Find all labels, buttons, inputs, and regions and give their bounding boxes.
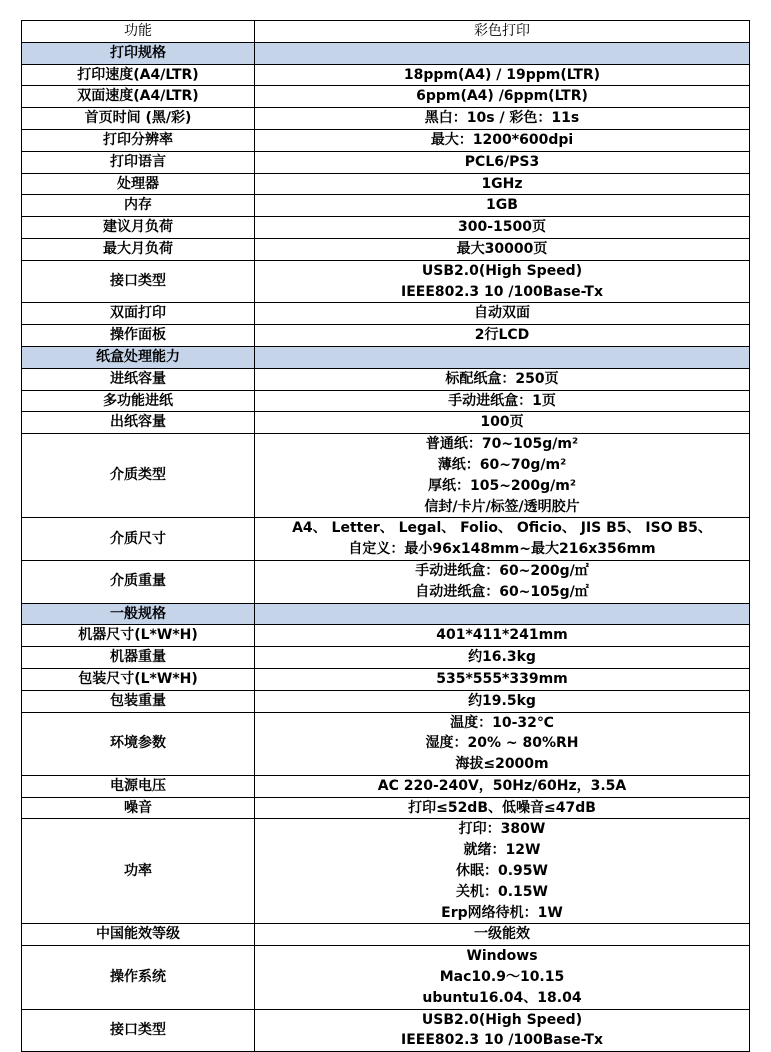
- spec-value-line: 自动进纸盒：60~105g/㎡: [415, 583, 589, 600]
- spec-label: 双面速度(A4/LTR): [22, 86, 255, 108]
- spec-value-line: 300-1500页: [458, 219, 546, 236]
- spec-row: [22, 412, 750, 434]
- spec-value-line: IEEE802.3 10 /100Base-Tx: [400, 1032, 604, 1049]
- spec-value: [255, 86, 750, 108]
- spec-row: [22, 775, 750, 797]
- spec-value-line: 1GHz: [481, 175, 523, 192]
- spec-value-line: 厚纸：105~200g/m²: [427, 477, 577, 494]
- spec-label: 出纸容量: [22, 412, 255, 434]
- spec-value-line: 黑白：10s / 彩色：11s: [424, 110, 580, 127]
- spec-value: [255, 238, 750, 260]
- spec-value: [255, 325, 750, 347]
- spec-label: 处理器: [22, 173, 255, 195]
- spec-value: [255, 173, 750, 195]
- spec-value: [255, 151, 750, 173]
- spec-value-line: 535*555*339mm: [436, 670, 568, 687]
- spec-row: [22, 108, 750, 130]
- spec-value: [255, 129, 750, 151]
- spec-label: 操作面板: [22, 325, 255, 347]
- spec-value: [255, 797, 750, 819]
- spec-value-line: 一级能效: [474, 926, 530, 943]
- section-row: [22, 42, 750, 64]
- section-blank: [255, 603, 750, 625]
- spec-value: [255, 412, 750, 434]
- spec-label: 包装重量: [22, 690, 255, 712]
- spec-value: [255, 690, 750, 712]
- spec-label: 噪音: [22, 797, 255, 819]
- spec-value-line: 18ppm(A4) / 19ppm(LTR): [403, 66, 601, 83]
- spec-value-line: 最大30000页: [456, 240, 548, 257]
- spec-value: [255, 64, 750, 86]
- spec-label: 双面打印: [22, 303, 255, 325]
- spec-value: [255, 775, 750, 797]
- section-row: [22, 346, 750, 368]
- spec-row: [22, 1009, 750, 1052]
- spec-value: [255, 260, 750, 303]
- spec-label: 包装尺寸(L*W*H): [22, 668, 255, 690]
- spec-value-line: 温度：10-32℃: [450, 714, 554, 731]
- spec-label: 打印分辨率: [22, 129, 255, 151]
- spec-label: 首页时间 (黑/彩): [22, 108, 255, 130]
- spec-value-line: 湿度：20% ~ 80%RH: [425, 735, 579, 752]
- spec-row: [22, 368, 750, 390]
- spec-value-line: 最大：1200*600dpi: [430, 131, 574, 148]
- spec-value-line: AC 220-240V，50Hz/60Hz，3.5A: [377, 777, 627, 794]
- spec-label: 介质尺寸: [22, 518, 255, 561]
- spec-row: [22, 712, 750, 775]
- spec-row: [22, 560, 750, 603]
- spec-body: [22, 21, 750, 1052]
- spec-value: [255, 217, 750, 239]
- spec-row: [22, 819, 750, 924]
- spec-row: [22, 668, 750, 690]
- spec-value: [255, 924, 750, 946]
- spec-label: 介质重量: [22, 560, 255, 603]
- spec-row: [22, 797, 750, 819]
- spec-value-line: 1GB: [486, 197, 518, 214]
- spec-row: [22, 690, 750, 712]
- spec-value: [255, 946, 750, 1009]
- spec-label: 打印语言: [22, 151, 255, 173]
- spec-row: [22, 647, 750, 669]
- spec-value: [255, 668, 750, 690]
- spec-value-line: 401*411*241mm: [436, 627, 568, 644]
- spec-value-line: 100页: [480, 414, 524, 431]
- spec-value-line: A4、 Letter、 Legal、 Folio、 Oficio、 JIS B5、 ISO B5、: [292, 520, 712, 537]
- spec-value: [255, 1009, 750, 1052]
- spec-row: [22, 434, 750, 518]
- spec-value-line: USB2.0(High Speed): [421, 1011, 583, 1028]
- spec-value-line: 信封/卡片/标签/透明胶片: [424, 498, 580, 515]
- spec-label: 环境参数: [22, 712, 255, 775]
- spec-label: 打印速度(A4/LTR): [22, 64, 255, 86]
- spec-label: 机器尺寸(L*W*H): [22, 625, 255, 647]
- section-title: 一般规格: [22, 603, 255, 625]
- spec-value: [255, 434, 750, 518]
- spec-label: 接口类型: [22, 1009, 255, 1052]
- spec-row: [22, 238, 750, 260]
- spec-value-line: 自定义：最小96x148mm~最大216x356mm: [348, 541, 656, 558]
- spec-value-line: 自动双面: [474, 305, 530, 322]
- spec-label: 介质类型: [22, 434, 255, 518]
- spec-label: 建议月负荷: [22, 217, 255, 239]
- spec-value: [255, 819, 750, 924]
- spec-row: [22, 151, 750, 173]
- spec-label: 最大月负荷: [22, 238, 255, 260]
- spec-value: [255, 518, 750, 561]
- spec-row: [22, 217, 750, 239]
- spec-row: [22, 625, 750, 647]
- spec-value: [255, 195, 750, 217]
- spec-value-line: 手动进纸盒：60~200g/㎡: [415, 562, 589, 579]
- spec-value-line: 标配纸盒：250页: [445, 370, 559, 387]
- spec-value-line: 手动进纸盒：1页: [448, 392, 556, 409]
- spec-table: [21, 20, 750, 1052]
- spec-value-line: 薄纸：60~70g/m²: [437, 456, 567, 473]
- header-row: [22, 21, 750, 43]
- spec-value-line: 关机：0.15W: [456, 883, 548, 900]
- spec-label: 进纸容量: [22, 368, 255, 390]
- spec-label: 功率: [22, 819, 255, 924]
- spec-value-line: 约16.3kg: [468, 649, 536, 666]
- spec-row: [22, 64, 750, 86]
- spec-value-line: 就绪：12W: [463, 842, 541, 859]
- spec-value: [255, 625, 750, 647]
- spec-value: [255, 712, 750, 775]
- spec-row: [22, 390, 750, 412]
- spec-value-line: USB2.0(High Speed): [421, 262, 583, 279]
- spec-label: 接口类型: [22, 260, 255, 303]
- spec-value: [255, 108, 750, 130]
- spec-row: [22, 924, 750, 946]
- spec-value: [255, 390, 750, 412]
- spec-row: [22, 325, 750, 347]
- section-blank: [255, 42, 750, 64]
- spec-value-line: PCL6/PS3: [464, 153, 540, 170]
- spec-value-line: IEEE802.3 10 /100Base-Tx: [400, 283, 604, 300]
- spec-row: [22, 518, 750, 561]
- spec-label: 操作系统: [22, 946, 255, 1009]
- spec-value-line: Mac10.9～10.15: [439, 969, 565, 986]
- header-feature: 功能: [22, 21, 255, 43]
- spec-value-line: 约19.5kg: [468, 692, 536, 709]
- spec-value-line: 休眠：0.95W: [456, 863, 548, 880]
- spec-value: [255, 560, 750, 603]
- spec-value: [255, 368, 750, 390]
- spec-label: 电源电压: [22, 775, 255, 797]
- section-row: [22, 603, 750, 625]
- spec-row: [22, 303, 750, 325]
- spec-row: [22, 129, 750, 151]
- spec-label: 机器重量: [22, 647, 255, 669]
- spec-value-line: 普通纸：70~105g/m²: [425, 436, 579, 453]
- spec-row: [22, 260, 750, 303]
- spec-value-line: 6ppm(A4) /6ppm(LTR): [416, 88, 588, 105]
- spec-row: [22, 173, 750, 195]
- spec-row: [22, 195, 750, 217]
- spec-label: 多功能进纸: [22, 390, 255, 412]
- spec-value: [255, 647, 750, 669]
- spec-row: [22, 946, 750, 1009]
- spec-label: 中国能效等级: [22, 924, 255, 946]
- spec-label: 内存: [22, 195, 255, 217]
- spec-value-line: Windows: [466, 948, 538, 965]
- spec-value-line: 打印≤52dB、低噪音≤47dB: [408, 799, 596, 816]
- spec-value-line: Erp网络待机：1W: [441, 904, 563, 921]
- section-blank: [255, 346, 750, 368]
- section-title: 打印规格: [22, 42, 255, 64]
- section-title: 纸盒处理能力: [22, 346, 255, 368]
- spec-value-line: 打印：380W: [458, 821, 546, 838]
- spec-value-line: 海拔≤2000m: [455, 756, 549, 773]
- spec-value-line: ubuntu16.04、18.04: [422, 989, 582, 1006]
- spec-value-line: 2行LCD: [474, 327, 530, 344]
- header-value: 彩色打印: [255, 21, 750, 43]
- spec-row: [22, 86, 750, 108]
- spec-value: [255, 303, 750, 325]
